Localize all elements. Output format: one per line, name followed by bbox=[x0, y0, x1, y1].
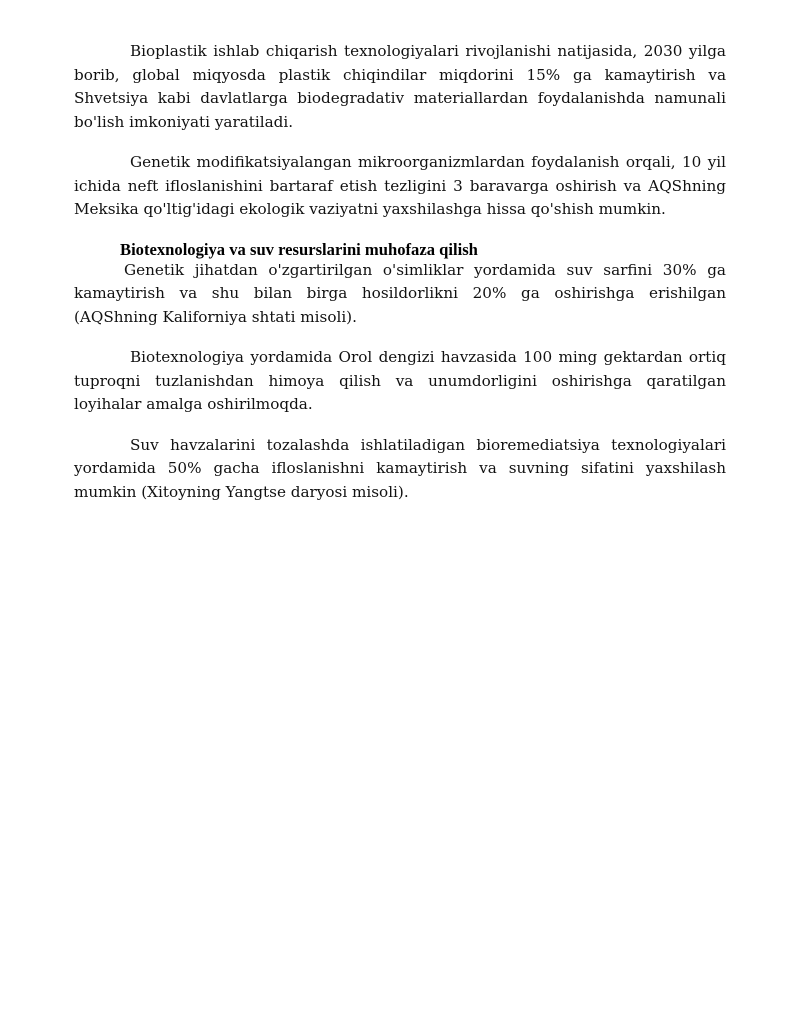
paragraph-bioplastics: Bioplastik ishlab chiqarish texnologiyalari rivojlanishi natijasida, 2030 yilga borib, global miqyosda plastik chiqindilar miqdorini 15% ga kamaytirish va Shvetsiya kabi davlatlarga biodegradativ materiallardan foydalanishda namunali bo'lish imkoniyati yaratiladi. bbox=[74, 42, 726, 131]
paragraph-gm-microorganisms: Genetik modifikatsiyalangan mikroorganizmlardan foydalanish orqali, 10 yil ichida neft ifloslanishini bartaraf etish tezligini 3 baravarga oshirish va AQShning Meksika qo'ltig'idagi ekologik vaziyatni yaxshilashga hissa qo'shish mumkin. bbox=[74, 153, 726, 218]
paragraph-water-saving: Genetik jihatdan o'zgartirilgan o'simliklar yordamida suv sarfini 30% ga kamaytirish va shu bilan birga hosildorlikni 20% ga oshirishga erishilgan (AQShning Kaliforniya shtati misoli). bbox=[74, 260, 726, 326]
document-page bbox=[74, 40, 726, 504]
paragraph-aral-sea: Biotexnologiya yordamida Orol dengizi havzasida 100 ming gektardan ortiq tuproqni tuzlanishdan himoya qilish va unumdorligini oshirishga qaratilgan loyihalar amalga oshirilmoqda. bbox=[74, 348, 726, 413]
paragraph-bioremediation: Suv havzalarini tozalashda ishlatiladigan bioremediatsiya texnologiyalari yordamida 50% gacha ifloslanishni kamaytirish va suvning sifatini yaxshilash mumkin (Xitoyning Yangtse daryosi misoli). bbox=[74, 435, 726, 501]
section-heading: Biotexnologiya va suv resurslarini muhofaza qilish bbox=[120, 239, 478, 259]
